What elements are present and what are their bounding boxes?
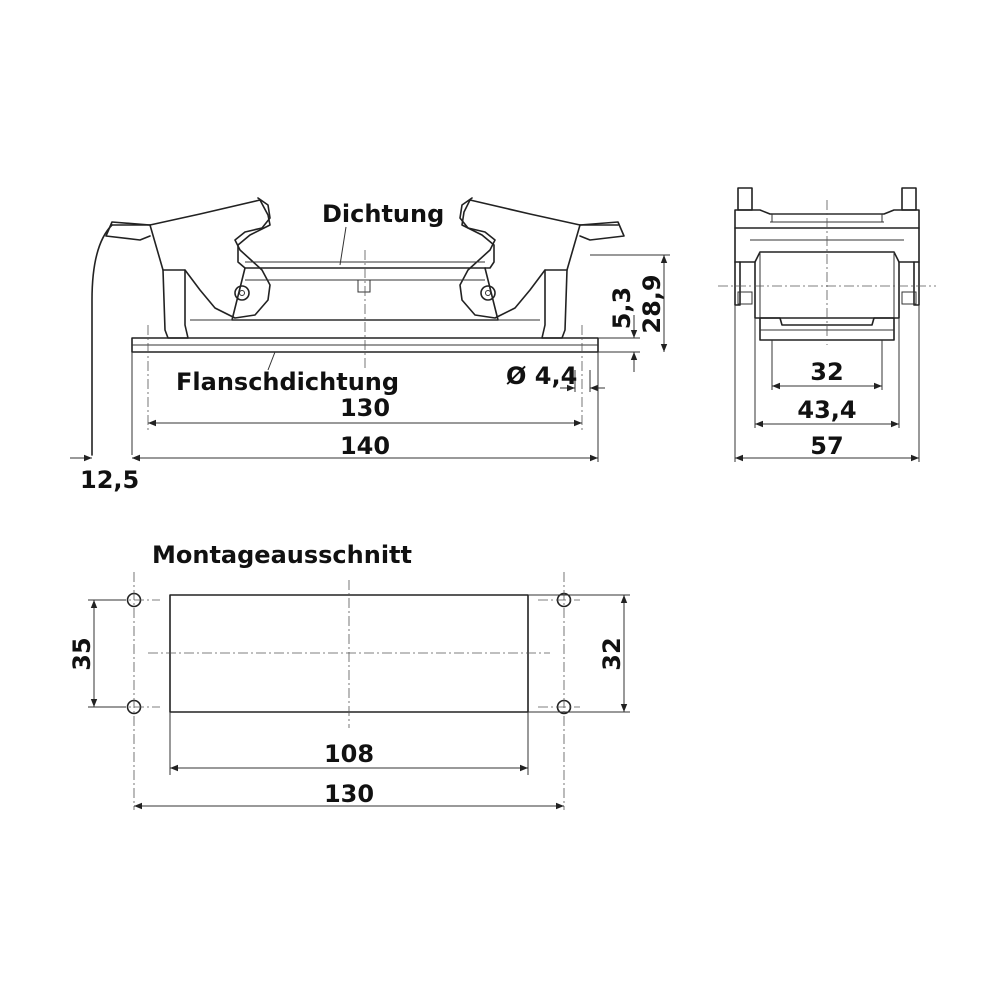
label-flanschdichtung: Flanschdichtung [176, 368, 400, 396]
dim-front-flange-height-text: 5,3 [608, 286, 636, 330]
dim-side-total-width [735, 432, 919, 460]
front-left-foot [163, 270, 188, 338]
dim-cutout-hole-spacing [134, 780, 564, 808]
dim-front-offset [70, 458, 154, 494]
cutout-view [88, 572, 630, 810]
dim-front-offset-text: 12,5 [80, 466, 140, 494]
dim-side-inner-width-text: 32 [810, 358, 844, 386]
front-right-pivot [481, 286, 495, 300]
label-montageausschnitt: Montageausschnitt [152, 541, 413, 569]
dim-side-total-width-text: 57 [810, 432, 844, 460]
front-left-pivot [235, 286, 249, 300]
dim-cutout-width-text: 108 [323, 740, 375, 768]
dim-side-inner-width [772, 358, 882, 386]
dim-front-heights [590, 255, 670, 372]
dim-cutout-hole-spacing-text: 130 [323, 780, 375, 808]
dim-front-hole-spacing-text: 130 [339, 394, 391, 422]
dim-cutout-height-text: 35 [68, 637, 96, 671]
dim-side-body-width [755, 396, 899, 424]
dim-cutout-height [68, 600, 96, 707]
label-dichtung: Dichtung [322, 200, 445, 228]
dim-cutout-width [170, 740, 528, 768]
dim-front-total-width-text: 140 [339, 432, 391, 460]
dim-side-body-width-text: 43,4 [797, 396, 857, 424]
dim-front-hole-spacing [148, 394, 582, 423]
dim-cutout-inner-height-text: 32 [598, 637, 626, 671]
dim-cutout-inner-height [598, 595, 626, 712]
dim-front-hole-diameter-text: Ø 4,4 [506, 362, 578, 390]
dim-front-total-height-text: 28,9 [638, 274, 666, 334]
front-right-foot [542, 270, 567, 338]
dim-front-hole-diameter [506, 362, 605, 392]
